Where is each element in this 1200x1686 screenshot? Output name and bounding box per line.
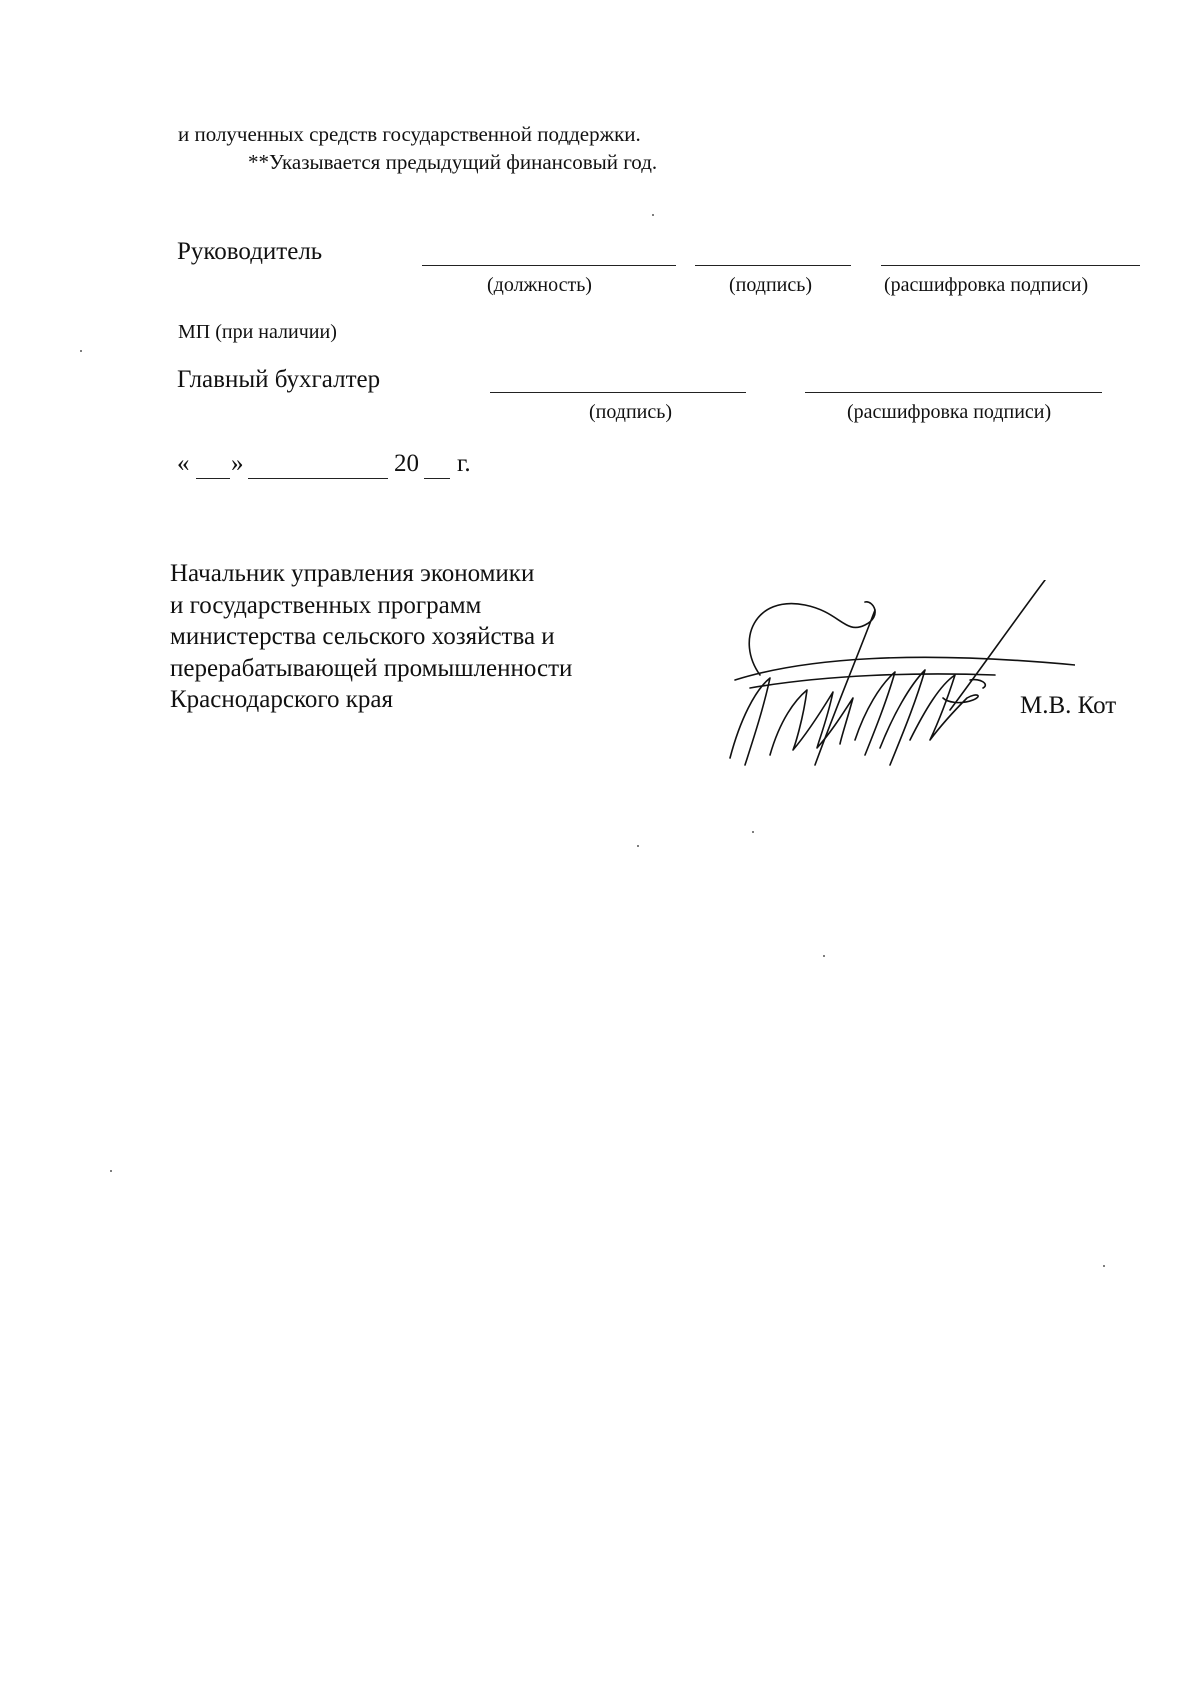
- accountant-signature-caption: (подпись): [589, 401, 673, 423]
- official-title: [170, 558, 572, 716]
- scan-speck: [652, 214, 654, 216]
- scan-speck: [1103, 1265, 1105, 1267]
- stamp-label: МП (при наличии): [178, 321, 337, 343]
- date-year-line: [424, 478, 450, 479]
- scan-speck: [80, 350, 82, 352]
- official-title-line-2: и государственных программ: [170, 591, 482, 619]
- director-signature-line: [695, 265, 851, 266]
- scan-speck: [110, 1170, 112, 1172]
- date-month-line: [248, 478, 388, 479]
- footnote-line-2: **Указывается предыдущий финансовый год.: [248, 150, 658, 174]
- director-decoding-caption: (расшифровка подписи): [884, 274, 1089, 296]
- scan-speck: [752, 831, 754, 833]
- accountant-label: Главный бухгалтер: [177, 366, 381, 393]
- director-label: Руководитель: [177, 238, 323, 265]
- director-signature-caption: (подпись): [729, 274, 813, 296]
- official-title-line-5: Краснодарского края: [170, 686, 393, 713]
- director-decoding-line: [881, 265, 1140, 266]
- accountant-signature-line: [490, 392, 746, 393]
- handwritten-signature: [715, 580, 1075, 780]
- director-position-line: [422, 265, 676, 266]
- official-title-line-4: перерабатывающей промышленности: [170, 654, 573, 682]
- date-close-quote: »: [231, 450, 244, 477]
- scan-speck: [637, 845, 639, 847]
- official-title-line-1: Начальник управления экономики: [170, 560, 535, 587]
- official-name: М.В. Кот: [1020, 692, 1117, 719]
- date-open-quote: «: [177, 450, 190, 477]
- official-title-line-3: министерства сельского хозяйства и: [170, 623, 555, 650]
- scan-speck: [823, 955, 825, 957]
- director-position-caption: (должность): [487, 274, 592, 296]
- footnote-line-1: и полученных средств государственной поддержки.: [178, 122, 641, 146]
- accountant-decoding-caption: (расшифровка подписи): [847, 401, 1052, 423]
- date-day-line: [196, 478, 230, 479]
- date-year-suffix: г.: [457, 450, 471, 477]
- accountant-decoding-line: [805, 392, 1102, 393]
- date-century: 20: [394, 450, 419, 477]
